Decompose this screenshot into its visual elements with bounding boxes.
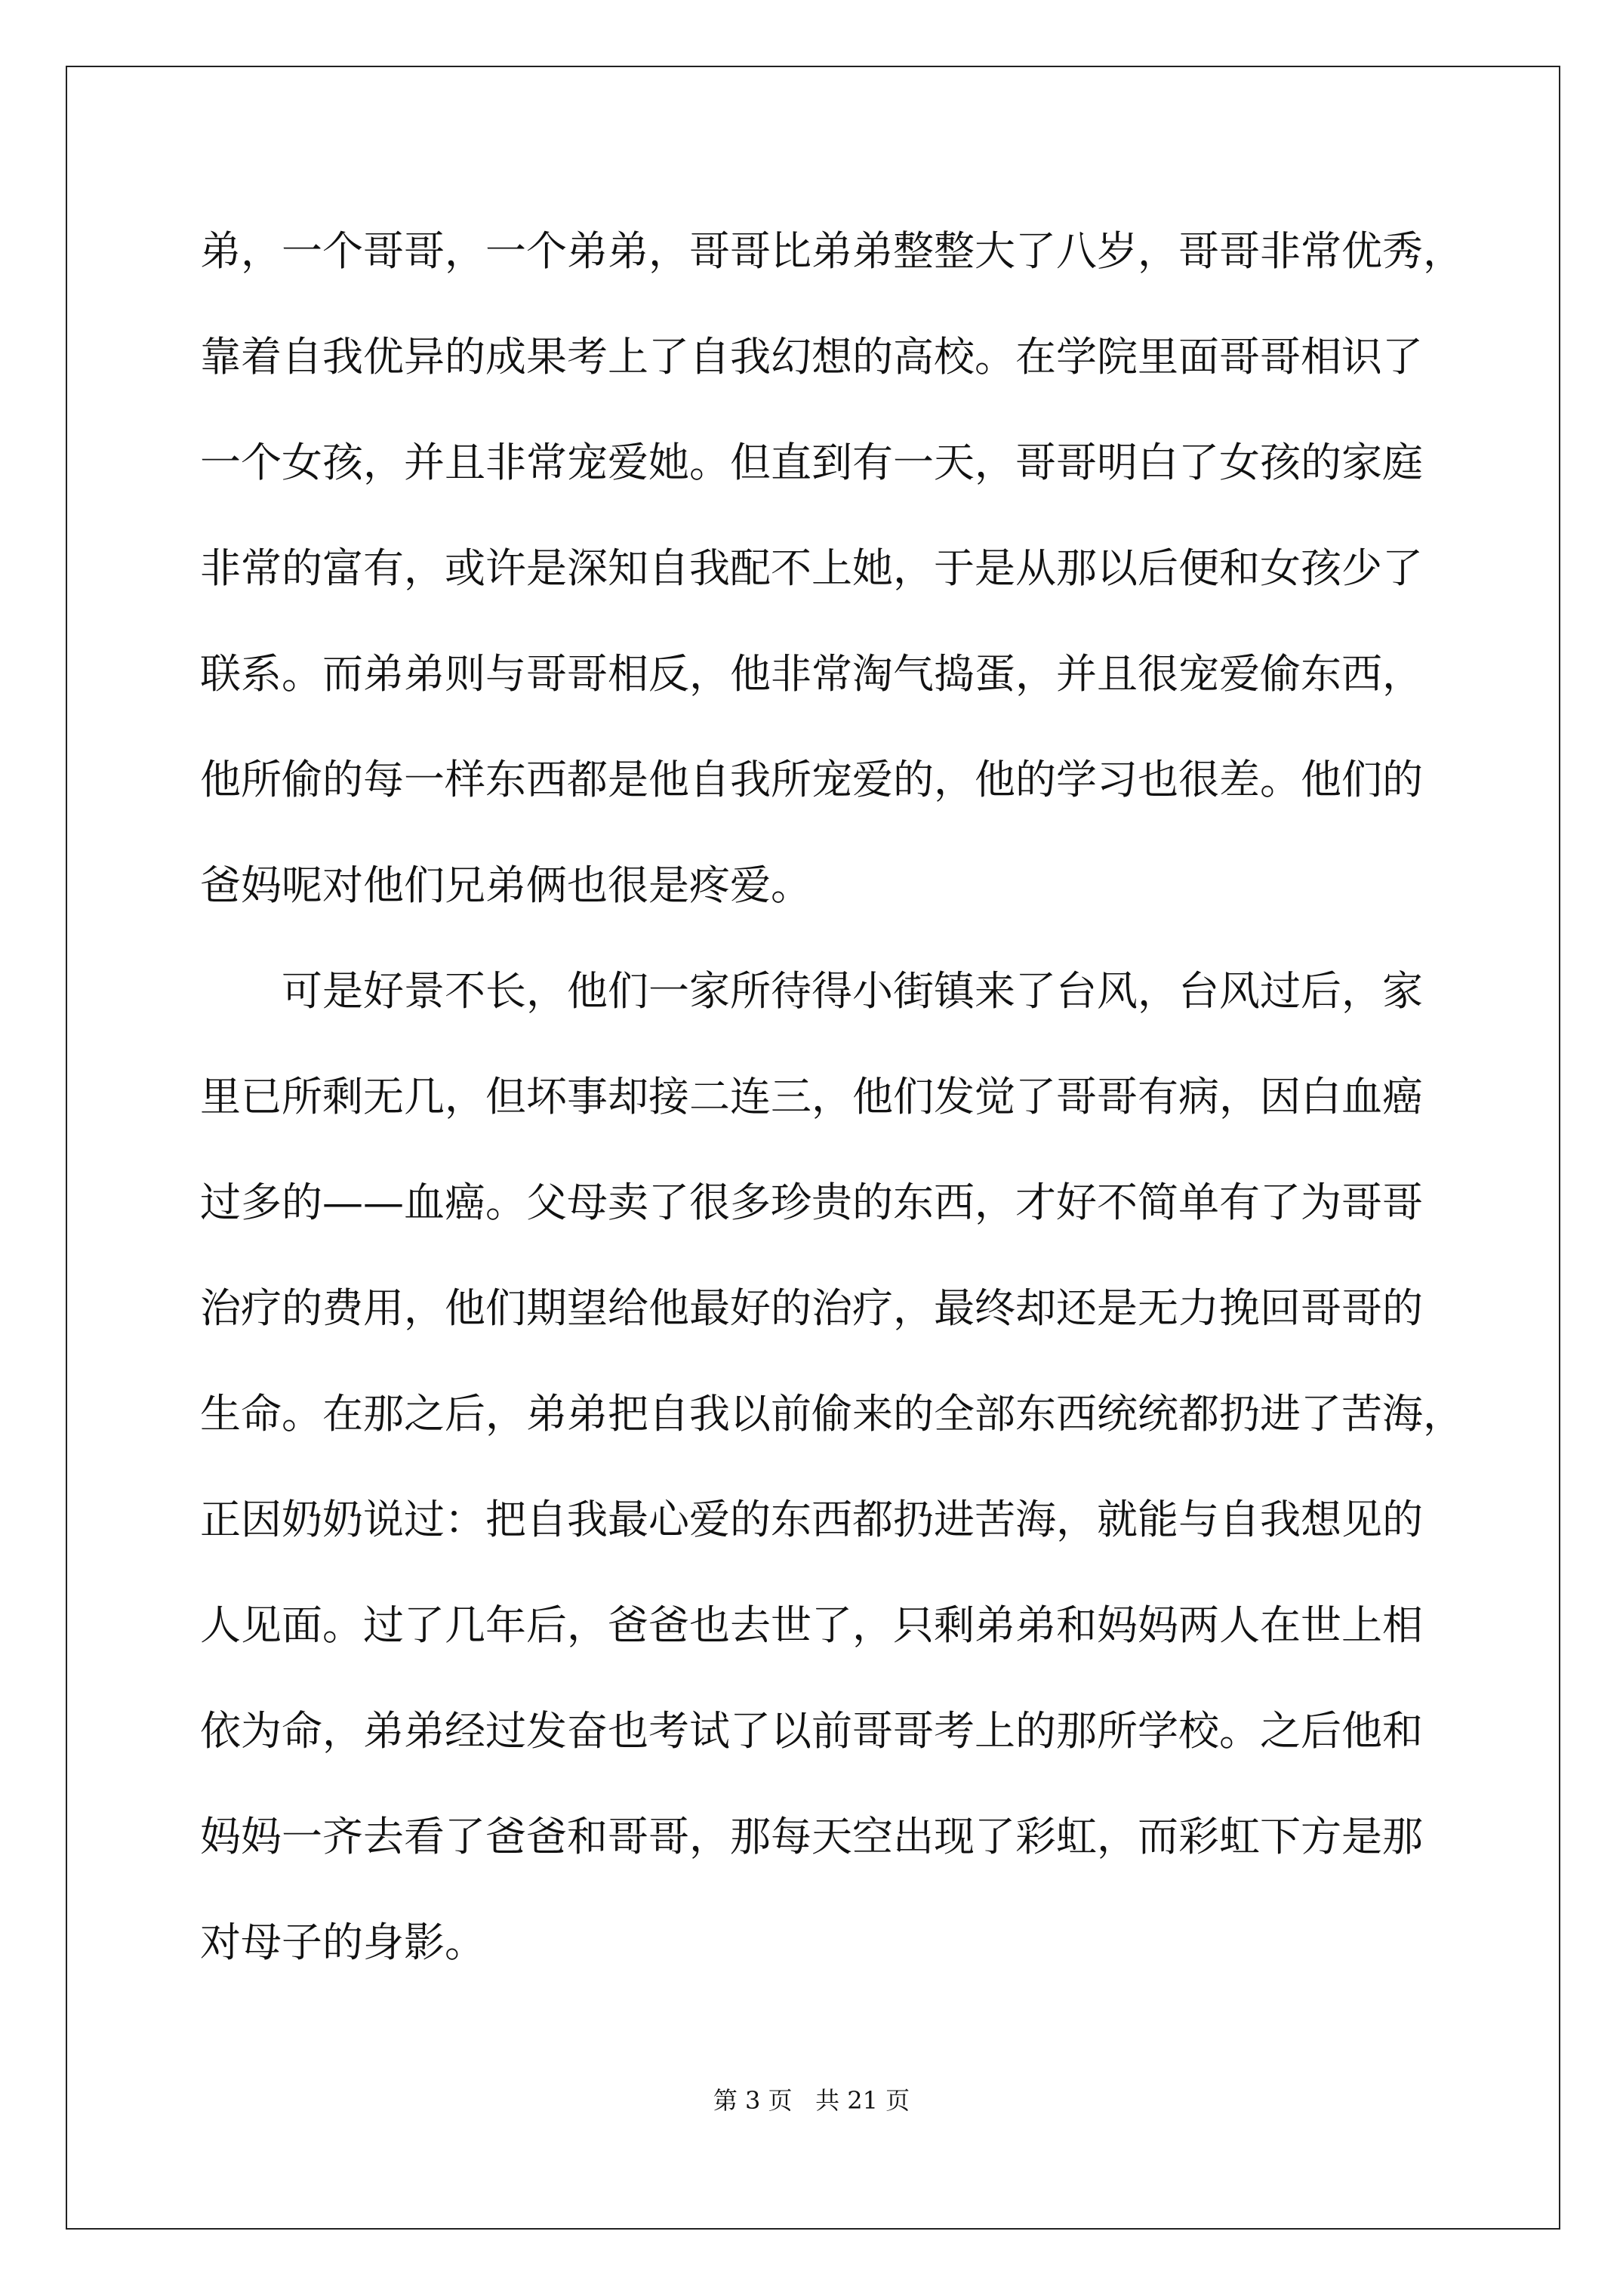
page-number-current: 第 3 页 [713,2086,793,2115]
body-line: 靠着自我优异的成果考上了自我幻想的高校。在学院里面哥哥相识了 [200,333,1423,381]
body-line: 联系。而弟弟则与哥哥相反，他非常淘气捣蛋，并且很宠爱偷东西， [200,650,1423,698]
body-line: 对母子的身影。 [200,1918,485,1966]
body-line: 他所偷的每一样东西都是他自我所宠爱的，他的学习也很差。他们的 [200,756,1423,803]
body-line: 治疗的费用，他们期望给他最好的治疗，最终却还是无力挽回哥哥的 [200,1284,1423,1332]
body-line: 一个女孩，并且非常宠爱她。但直到有一天，哥哥明白了女孩的家庭 [200,439,1423,486]
body-line: 爸妈呢对他们兄弟俩也很是疼爱。 [200,861,812,909]
page-number-total: 共 21 页 [815,2086,910,2115]
body-line: 可是好景不长，他们一家所待得小街镇来了台风，台风过后，家 [200,967,1423,1015]
body-line: 过多的——血癌。父母卖了很多珍贵的东西，才好不简单有了为哥哥 [200,1179,1423,1226]
body-line: 非常的富有，或许是深知自我配不上她，于是从那以后便和女孩少了 [200,544,1423,592]
body-line: 弟，一个哥哥，一个弟弟，哥哥比弟弟整整大了八岁，哥哥非常优秀， [200,227,1464,275]
body-line: 正因奶奶说过：把自我最心爱的东西都扔进苦海，就能与自我想见的 [200,1496,1423,1543]
body-line: 里已所剩无几，但坏事却接二连三，他们发觉了哥哥有病，因白血癌 [200,1073,1423,1120]
page-border [66,66,1560,2230]
body-line: 依为命，弟弟经过发奋也考试了以前哥哥考上的那所学校。之后他和 [200,1707,1423,1755]
body-line: 生命。在那之后，弟弟把自我以前偷来的全部东西统统都扔进了苦海， [200,1390,1464,1438]
page-footer [0,2085,1623,2116]
body-line: 妈妈一齐去看了爸爸和哥哥，那每天空出现了彩虹，而彩虹下方是那 [200,1813,1423,1860]
body-line: 人见面。过了几年后，爸爸也去世了，只剩弟弟和妈妈两人在世上相 [200,1601,1423,1649]
